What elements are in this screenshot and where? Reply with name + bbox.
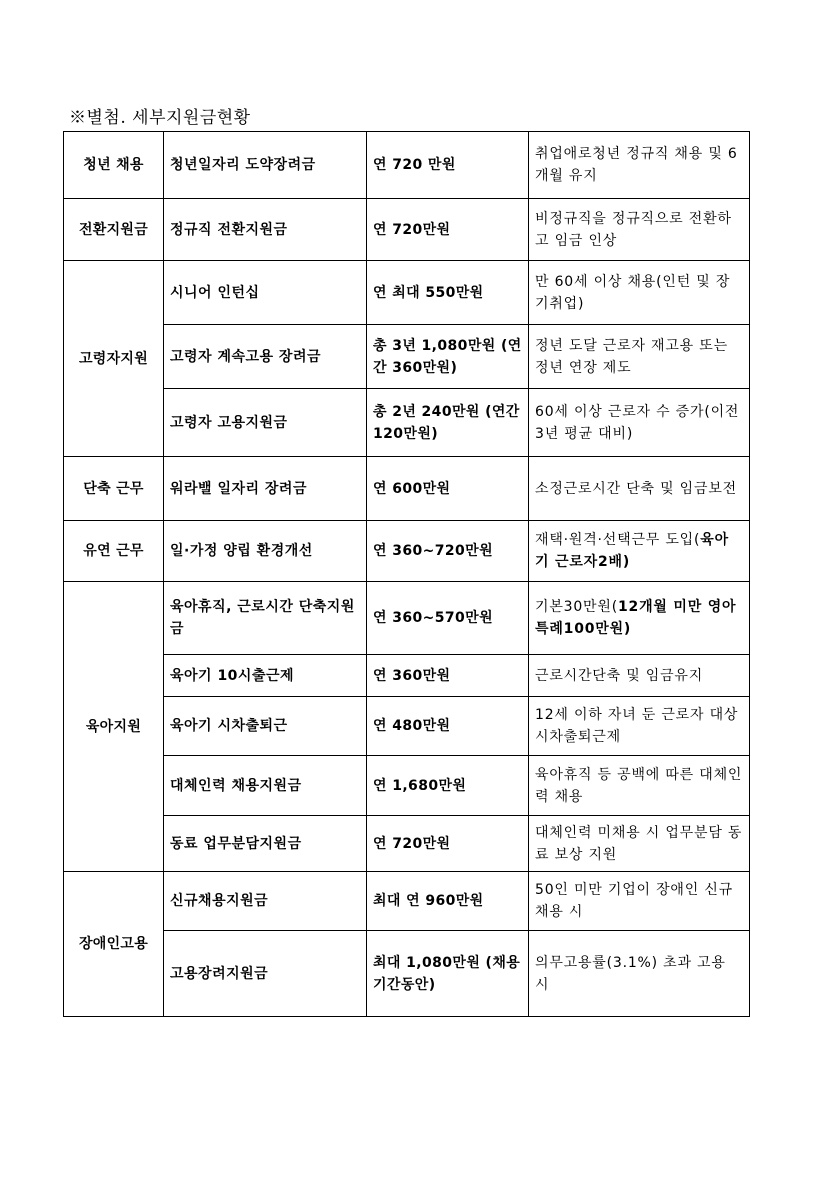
table-row bbox=[64, 261, 750, 325]
table-row bbox=[64, 697, 750, 756]
description-cell: 비정규직을 정규직으로 전환하고 임금 인상 bbox=[529, 199, 750, 261]
description-cell: 60세 이상 근로자 수 증가(이전3년 평균 대비) bbox=[529, 389, 750, 457]
amount-cell: 최대 1,080만원 (채용기간동안) bbox=[367, 931, 529, 1017]
program-cell: 육아휴직, 근로시간 단축지원금 bbox=[164, 582, 367, 655]
description-cell: 의무고용률(3.1%) 초과 고용 시 bbox=[529, 931, 750, 1017]
program-cell: 시니어 인턴십 bbox=[164, 261, 367, 325]
table-row bbox=[64, 132, 750, 199]
amount-cell: 최대 연 960만원 bbox=[367, 872, 529, 931]
subsidy-table bbox=[63, 131, 750, 1017]
program-cell: 정규직 전환지원금 bbox=[164, 199, 367, 261]
category-cell: 고령자지원 bbox=[64, 261, 164, 457]
program-cell: 워라밸 일자리 장려금 bbox=[164, 457, 367, 521]
table-row bbox=[64, 872, 750, 931]
document-title: ※별첨. 세부지원금현황 bbox=[69, 108, 251, 128]
program-cell: 육아기 10시출근제 bbox=[164, 655, 367, 697]
category-cell: 단축 근무 bbox=[64, 457, 164, 521]
description-emphasis: 12개월 미만 영아 특례100만원 bbox=[535, 599, 737, 637]
amount-cell: 연 360만원 bbox=[367, 655, 529, 697]
description-cell: 50인 미만 기업이 장애인 신규 채용 시 bbox=[529, 872, 750, 931]
amount-cell: 연 720만원 bbox=[367, 816, 529, 872]
amount-cell: 총 3년 1,080만원 (연간 360만원) bbox=[367, 325, 529, 389]
description-cell: 취업애로청년 정규직 채용 및 6개월 유지 bbox=[529, 132, 750, 199]
amount-cell: 연 480만원 bbox=[367, 697, 529, 756]
description-cell: 육아휴직 등 공백에 따른 대체인력 채용 bbox=[529, 756, 750, 816]
table-row bbox=[64, 521, 750, 582]
program-cell: 신규채용지원금 bbox=[164, 872, 367, 931]
amount-cell: 연 720 만원 bbox=[367, 132, 529, 199]
program-cell: 고용장려지원금 bbox=[164, 931, 367, 1017]
description-cell: 정년 도달 근로자 재고용 또는 정년 연장 제도 bbox=[529, 325, 750, 389]
description-cell: 근로시간단축 및 임금유지 bbox=[529, 655, 750, 697]
program-cell: 청년일자리 도약장려금 bbox=[164, 132, 367, 199]
table-row bbox=[64, 655, 750, 697]
program-cell: 육아기 시차출퇴근 bbox=[164, 697, 367, 756]
table-row bbox=[64, 199, 750, 261]
category-cell: 육아지원 bbox=[64, 582, 164, 872]
amount-cell: 연 1,680만원 bbox=[367, 756, 529, 816]
amount-cell: 연 최대 550만원 bbox=[367, 261, 529, 325]
amount-cell: 연 360~570만원 bbox=[367, 582, 529, 655]
amount-cell: 연 360~720만원 bbox=[367, 521, 529, 582]
description-text-end: ) bbox=[622, 554, 631, 570]
category-cell: 장애인고용 bbox=[64, 872, 164, 1017]
description-text: 재택·원격·선택근무 도입( bbox=[535, 532, 701, 548]
table-row bbox=[64, 582, 750, 655]
amount-cell: 연 720만원 bbox=[367, 199, 529, 261]
description-text: 기본30만원( bbox=[535, 599, 618, 615]
table-row bbox=[64, 389, 750, 457]
description-text-end: ) bbox=[623, 621, 632, 637]
program-cell: 대체인력 채용지원금 bbox=[164, 756, 367, 816]
description-cell bbox=[529, 582, 750, 655]
category-cell: 유연 근무 bbox=[64, 521, 164, 582]
amount-cell: 총 2년 240만원 (연간 120만원) bbox=[367, 389, 529, 457]
description-cell bbox=[529, 521, 750, 582]
program-cell: 고령자 계속고용 장려금 bbox=[164, 325, 367, 389]
amount-cell: 연 600만원 bbox=[367, 457, 529, 521]
description-cell: 만 60세 이상 채용(인턴 및 장기취업) bbox=[529, 261, 750, 325]
program-cell: 일·가정 양립 환경개선 bbox=[164, 521, 367, 582]
table-row bbox=[64, 931, 750, 1017]
table-row bbox=[64, 816, 750, 872]
description-cell: 대체인력 미채용 시 업무분담 동료 보상 지원 bbox=[529, 816, 750, 872]
category-cell: 전환지원금 bbox=[64, 199, 164, 261]
table-row bbox=[64, 756, 750, 816]
program-cell: 고령자 고용지원금 bbox=[164, 389, 367, 457]
table-row bbox=[64, 325, 750, 389]
description-emphasis: 육아기 근로자2배 bbox=[535, 532, 729, 570]
category-cell: 청년 채용 bbox=[64, 132, 164, 199]
program-cell: 동료 업무분담지원금 bbox=[164, 816, 367, 872]
table-row bbox=[64, 457, 750, 521]
description-cell: 소정근로시간 단축 및 임금보전 bbox=[529, 457, 750, 521]
description-cell: 12세 이하 자녀 둔 근로자 대상 시차출퇴근제 bbox=[529, 697, 750, 756]
